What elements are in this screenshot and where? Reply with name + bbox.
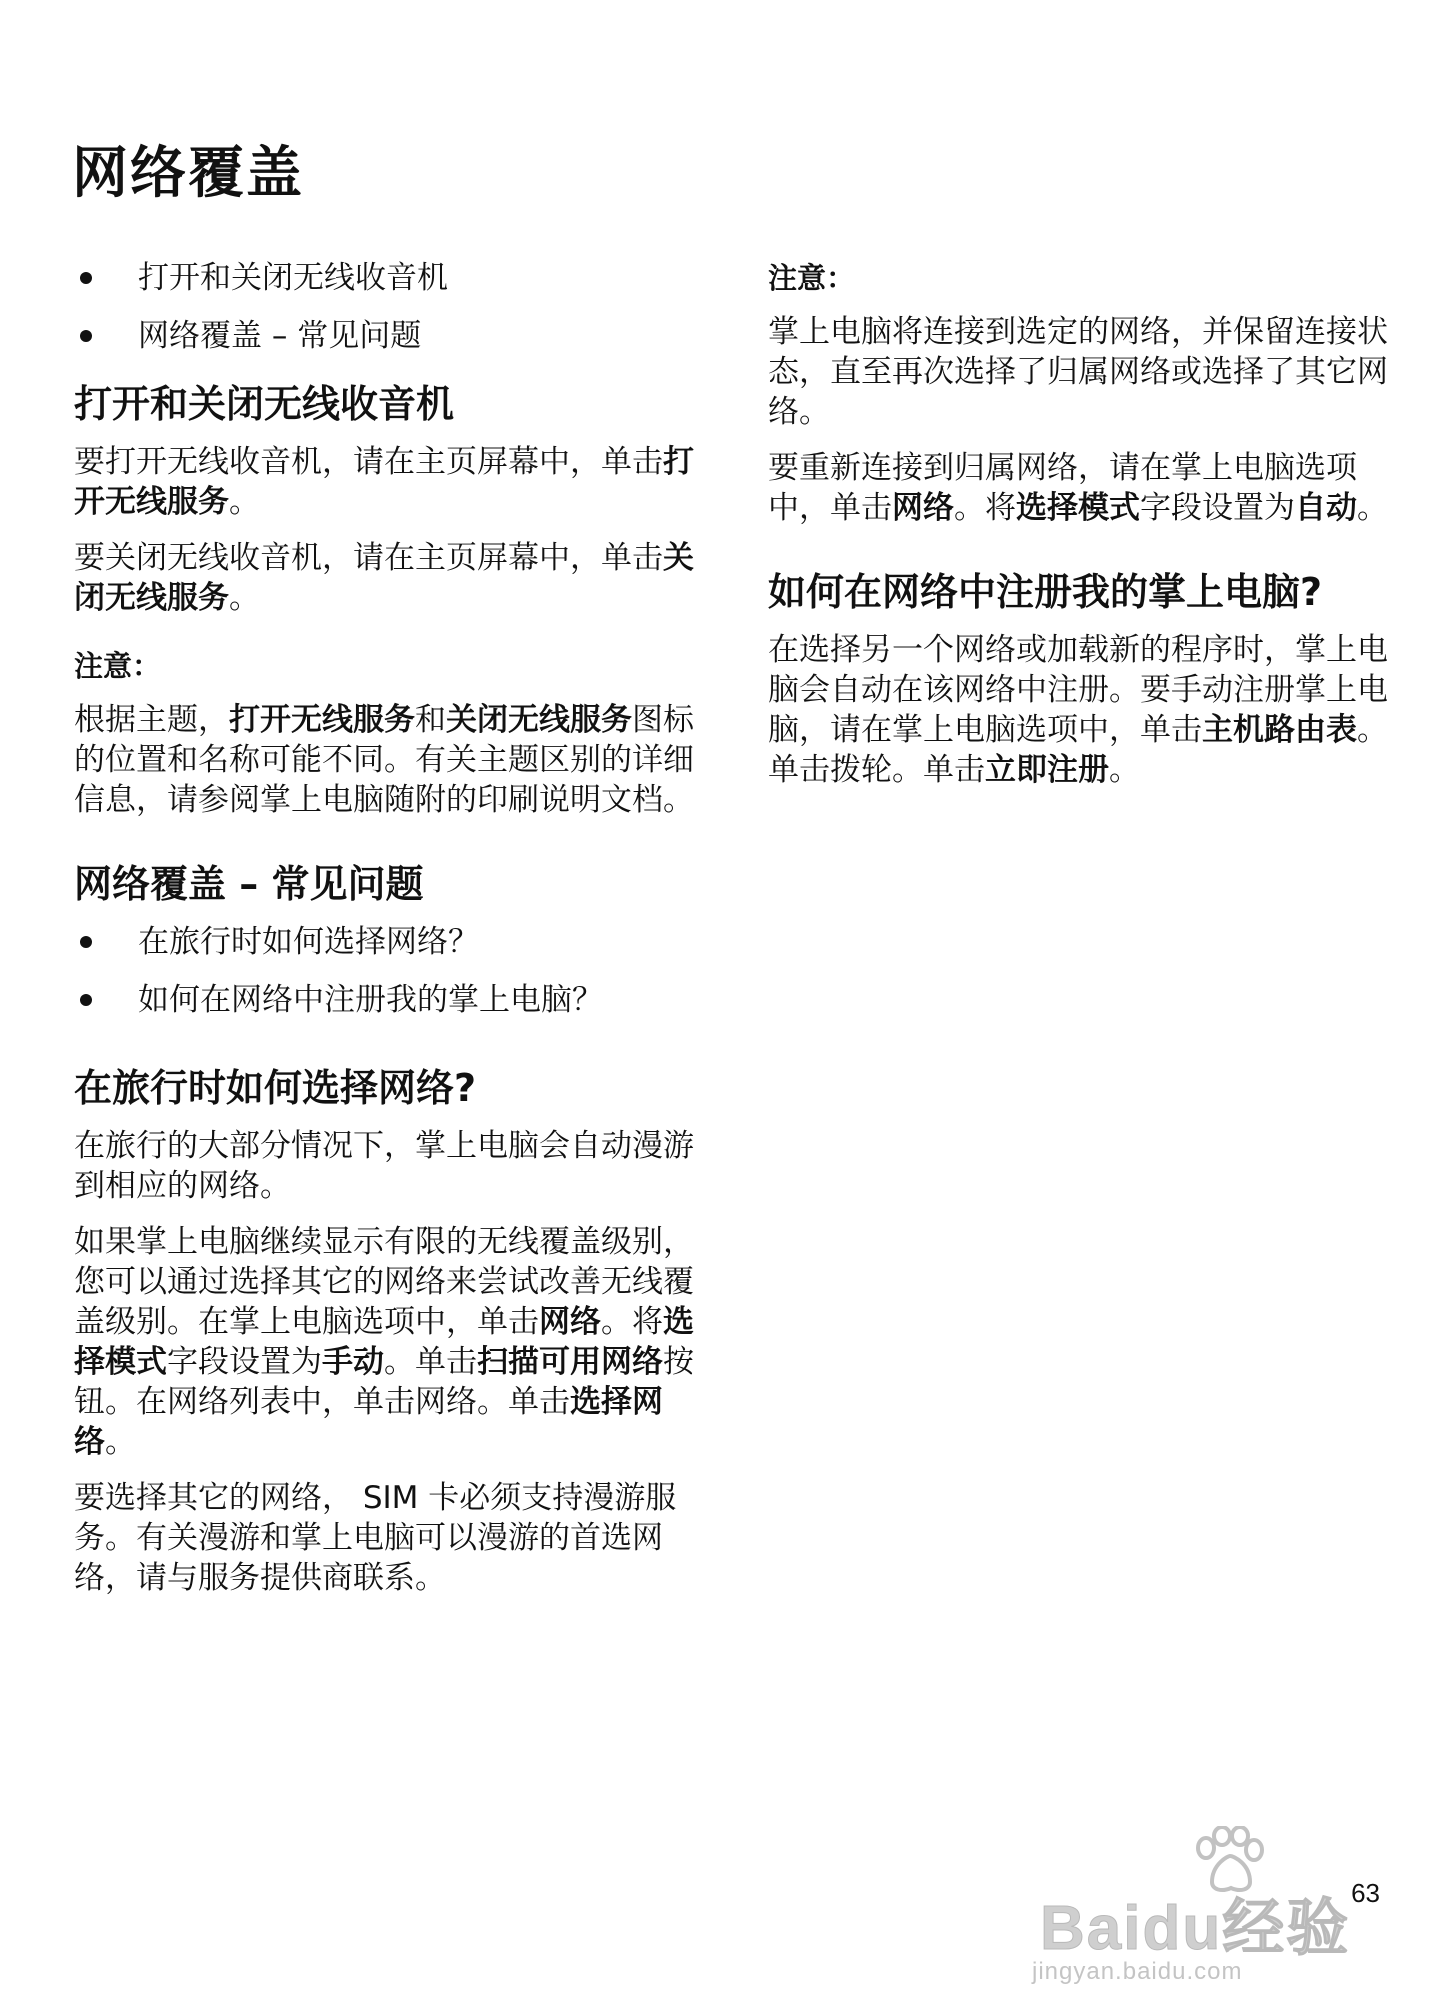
- left-column: [74, 258, 694, 1614]
- paragraph-radio-on: 要打开无线收音机，请在主页屏幕中，单击打开无线服务。: [74, 444, 694, 520]
- faq-item-travel[interactable]: 在旅行时如何选择网络？: [74, 922, 694, 962]
- bullet-icon: [80, 272, 92, 284]
- baidu-watermark: [1020, 1820, 1400, 1990]
- bullet-icon: [80, 330, 92, 342]
- toc-item-radio[interactable]: 打开和关闭无线收音机: [74, 258, 694, 298]
- page-number: 63: [1351, 1878, 1380, 1908]
- bullet-icon: [80, 936, 92, 948]
- heading-radio: 打开和关闭无线收音机: [74, 382, 455, 426]
- paragraph-register: 在选择另一个网络或加载新的程序时，掌上电脑会自动在该网络中注册。要手动注册掌上电脑，请在掌上电脑选项中，单击主机路由表。单击拨轮。单击立即注册。: [768, 632, 1388, 788]
- note-label: 注意：: [74, 649, 162, 683]
- watermark-url: jingyan.baidu.com: [1032, 1958, 1243, 1985]
- faq-item-register[interactable]: 如何在网络中注册我的掌上电脑？: [74, 980, 694, 1020]
- note-paragraph-right-2: 要重新连接到归属网络，请在掌上电脑选项中，单击网络。将选择模式字段设置为自动。: [768, 450, 1388, 526]
- paragraph-radio-off: 要关闭无线收音机，请在主页屏幕中，单击关闭无线服务。: [74, 540, 694, 616]
- note-label-right: 注意：: [768, 261, 856, 295]
- note-paragraph: 根据主题，打开无线服务和关闭无线服务图标的位置和名称可能不同。有关主题区别的详细信息，请参阅掌上电脑随附的印刷说明文档。: [74, 702, 694, 818]
- right-column: [768, 258, 1388, 806]
- note-paragraph-right-1: 掌上电脑将连接到选定的网络，并保留连接状态，直至再次选择了归属网络或选择了其它网络。: [768, 314, 1388, 430]
- watermark-logo-text: Baidu经验: [1040, 1894, 1351, 1963]
- page-title: 网络覆盖: [72, 141, 304, 206]
- bullet-icon: [80, 994, 92, 1006]
- heading-faq: 网络覆盖 – 常见问题: [74, 862, 424, 906]
- heading-travel: 在旅行时如何选择网络?: [74, 1066, 477, 1110]
- toc-item-faq[interactable]: 网络覆盖 – 常见问题: [74, 316, 694, 356]
- paragraph-travel-3: 要选择其它的网络， SIM 卡必须支持漫游服务。有关漫游和掌上电脑可以漫游的首选网络，请与服务提供商联系。: [74, 1480, 677, 1596]
- heading-register: 如何在网络中注册我的掌上电脑?: [768, 570, 1323, 614]
- paragraph-travel-1: 在旅行的大部分情况下，掌上电脑会自动漫游到相应的网络。: [74, 1128, 694, 1204]
- toc-list: [74, 258, 694, 356]
- paragraph-travel-2: 如果掌上电脑继续显示有限的无线覆盖级别，您可以通过选择其它的网络来尝试改善无线覆盖级别。在掌上电脑选项中，单击网络。将选择模式字段设置为手动。单击扫描可用网络按钮。在网络列表中，单击网络。单击选择网络。: [74, 1224, 694, 1460]
- faq-list: [74, 922, 694, 1020]
